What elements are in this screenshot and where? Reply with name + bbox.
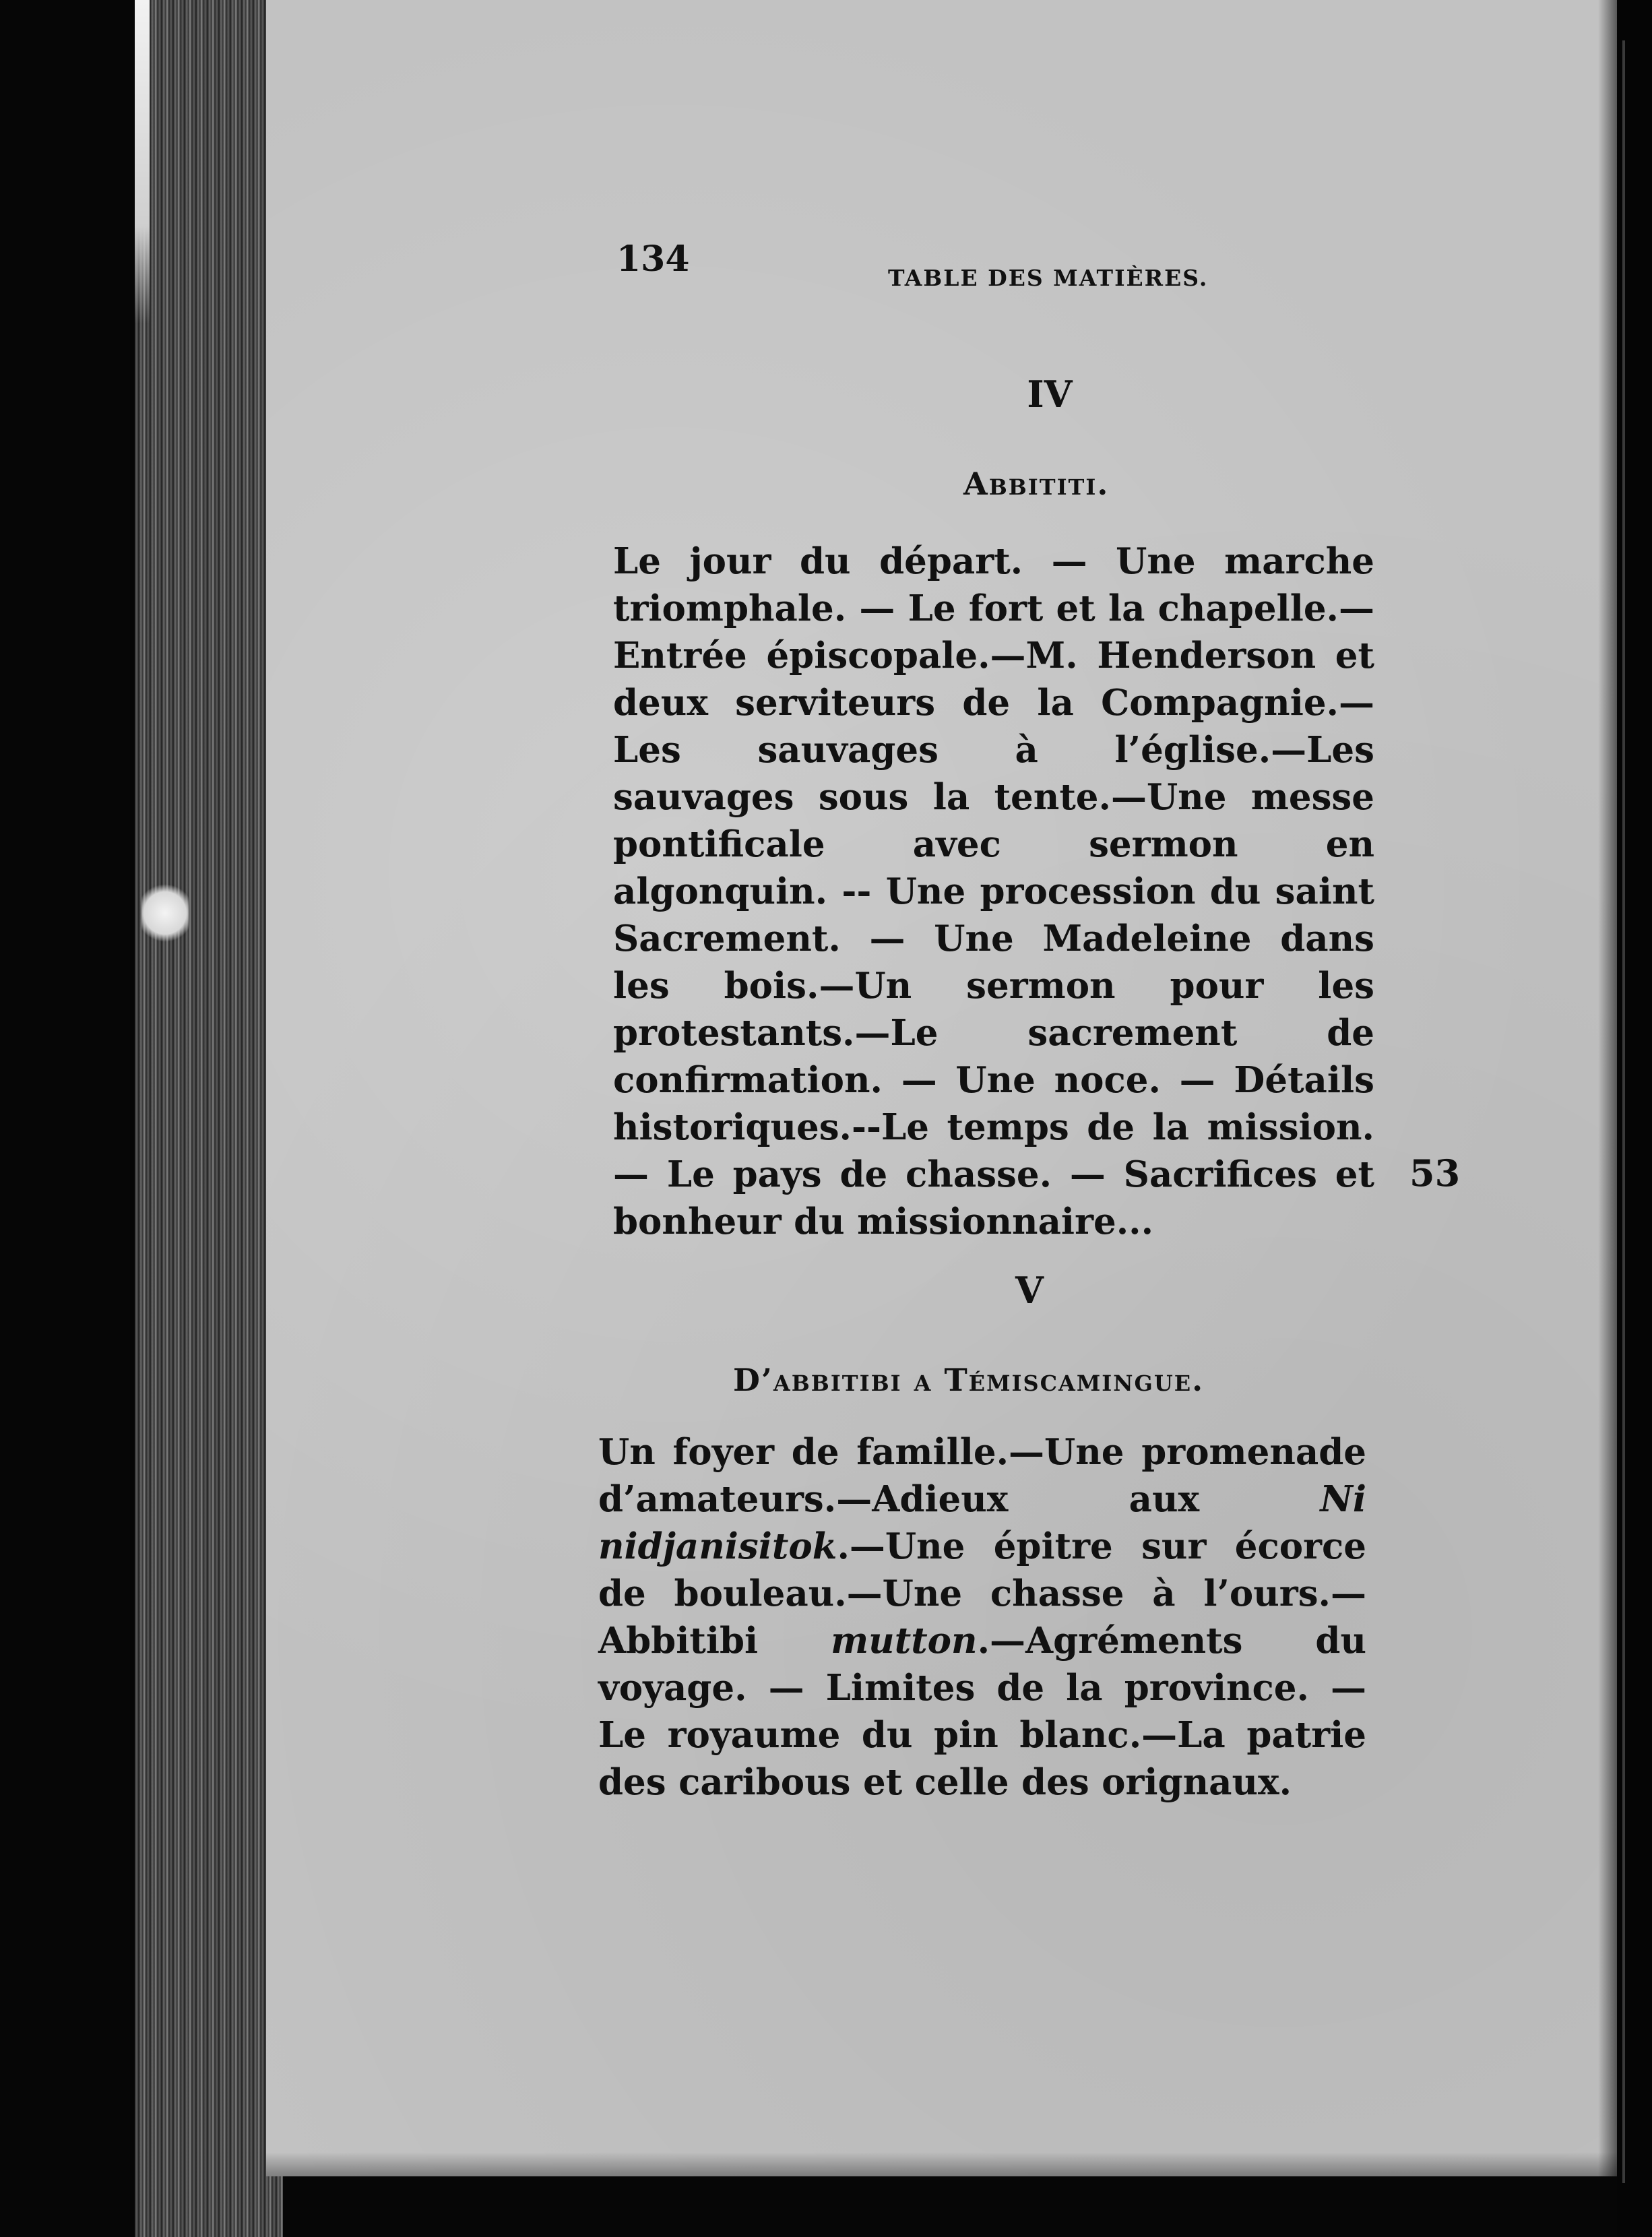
- chapter-numeral-iv: IV: [1027, 373, 1073, 416]
- chapter-title-abbitibi: Abbititi.: [963, 466, 1110, 502]
- section-iv-summary: Le jour du départ. — Une marche triomphale. — Le fort et la chapelle.—Entrée épiscopale.—M. Henderson et deux serviteurs de la Compagnie.—Les sauvages à l’église.—Les sauvages sous la tente.—Une messe pontificale avec sermon en algonquin. -- Une procession du saint Sacrement. — Une Madeleine dans les bois.—Un sermon pour les protestants.—Le sacrement de confirmation. — Une noce. — Détails historiques.--Le temps de la mission. — Le pays de chasse. — Sacrifices et bonheur du missionnaire...: [613, 540, 1374, 1242]
- section-iv-page-ref: 53: [1409, 1152, 1461, 1195]
- paper-damage-mark: [141, 883, 189, 943]
- running-head: TABLE DES MATIÈRES.: [888, 265, 1209, 291]
- page-number: 134: [616, 239, 690, 280]
- section-v-italic-ni-nidjanisitok: Ni nidjanisitok: [598, 1478, 1366, 1567]
- page-gutter-shadow: [1598, 0, 1617, 2176]
- book-page-edges: [135, 0, 283, 2237]
- section-v-contents: [598, 1428, 1366, 1806]
- section-v-summary-part3: .—Agréments du voyage. — Limites de la province. — Le royaume du pin blanc.—La patrie des caribous et celle des orignaux.: [598, 1620, 1366, 1803]
- chapter-numeral-v: V: [1015, 1269, 1044, 1312]
- page-edge-highlight: [135, 0, 150, 323]
- section-v-summary-part2: .—Une épitre sur écorce de bouleau.—Une chasse à l’ours.—Abbitibi: [598, 1525, 1366, 1662]
- section-v-italic-mutton: mutton: [831, 1620, 978, 1662]
- section-v-summary-part1: Un foyer de famille.—Une promenade d’amateurs.—Adieux aux: [598, 1431, 1366, 1520]
- section-iv-contents: [613, 538, 1374, 1245]
- chapter-title-abbitibi-temiscamingue: D’abbitibi a Témiscamingue.: [733, 1362, 1205, 1398]
- page-bottom-shadow: [266, 2152, 1617, 2176]
- scan-border-line: [1622, 40, 1625, 2183]
